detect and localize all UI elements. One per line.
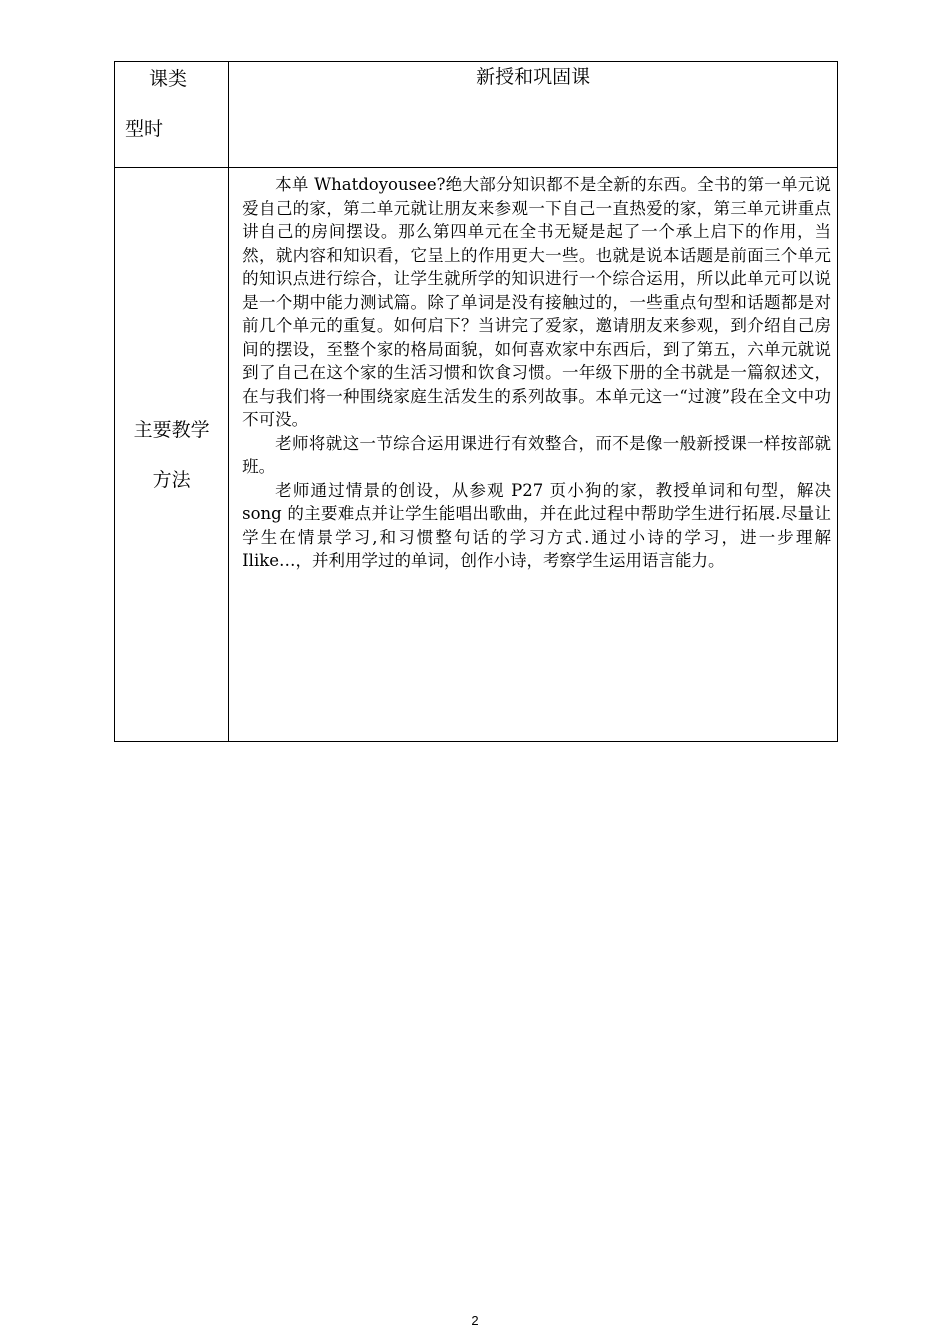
method-paragraph-1: 本单 Whatdoyousee?绝大部分知识都不是全新的东西。全书的第一单元说爱自己的家，第二单元就让朋友来参观一下自己一直热爱的家，第三单元讲重点讲自己的房间摆设。那么第四单元在全书无疑是起了一个承上启下的作用，当然，就内容和知识看，它呈上的作用更大一些。也就是说本话题是前面三个单元的知识点进行综合，让学生就所学的知识进行一个综合运用，所以此单元可以说是一个期中能力测试篇。除了单词是没有接触过的，一些重点句型和话题都是对前几个单元的重复。如何启下？当讲完了爱家，邀请朋友来参观，到介绍自己房间的摆设，至整个家的格局面貌，如何喜欢家中东西后，到了第五，六单元就说到了自己在这个家的生活习惯和饮食习惯。一年级下册的全书就是一篇叙述文，在与我们将一种围绕家庭生活发生的系列故事。本单元这一“过渡”段在全文中功不可没。: [242, 175, 831, 429]
lesson-type-label-line2: 型时: [125, 118, 164, 140]
lesson-type-label-line1: 课类: [149, 68, 188, 90]
teaching-method-label-line1: 主要教学: [133, 418, 210, 441]
lesson-type-row: [115, 62, 838, 168]
teaching-method-row: [115, 168, 838, 742]
teaching-method-label-cell: [115, 168, 229, 742]
method-paragraph-2: 老师将就这一节综合运用课进行有效整合，而不是像一般新授课一样按部就班。: [242, 433, 831, 476]
teaching-method-content: [229, 168, 838, 742]
page-number: 2: [471, 1313, 479, 1328]
teaching-method-label-line2: 方法: [152, 468, 191, 491]
lesson-plan-table: [114, 61, 838, 742]
lesson-type-value: 新授和巩固课: [229, 62, 838, 168]
lesson-type-label-cell: [115, 62, 229, 168]
method-paragraph-3: 老师通过情景的创设，从参观 P27 页小狗的家，教授单词和句型，解决 song 的主要难点并让学生能唱出歌曲，并在此过程中帮助学生进行拓展.尽量让学生在情景学习,和习惯整句话的学习方式.通过小诗的学习，进一步理解 Ilike…，并利用学过的单词，创作小诗，考察学生运用语言能力。: [242, 480, 831, 570]
